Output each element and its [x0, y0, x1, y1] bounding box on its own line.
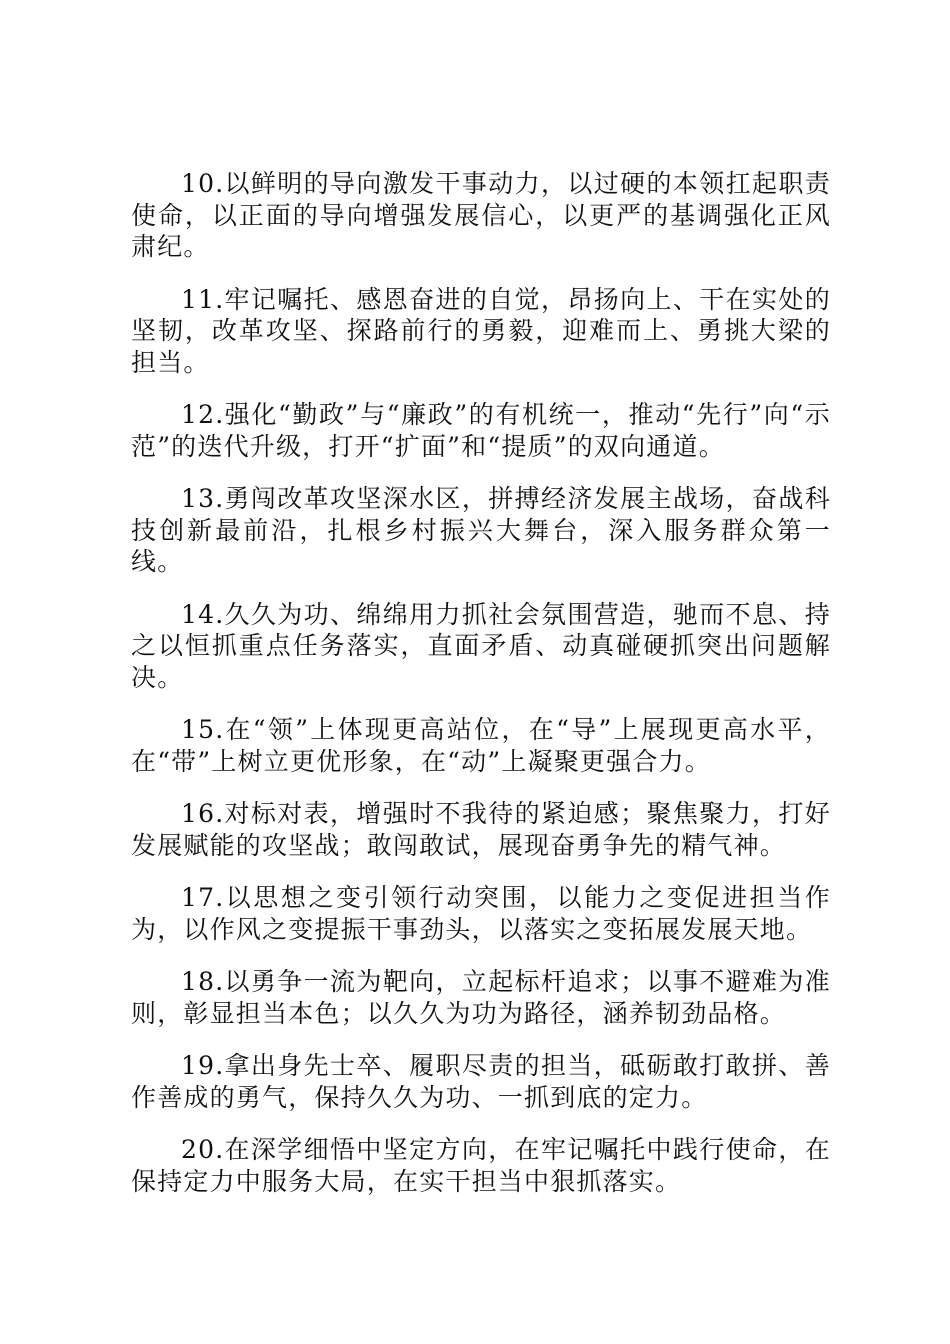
document-page	[131, 168, 831, 1218]
paragraph-13: 13.勇闯改革攻坚深水区，拼搏经济发展主战场，奋战科技创新最前沿，扎根乡村振兴大舞台，深入服务群众第一线。	[131, 484, 831, 576]
paragraph-12: 12.强化“勤政”与“廉政”的有机统一，推动“先行”向“示范”的迭代升级，打开“扩面”和“提质”的双向通道。	[131, 400, 831, 461]
paragraph-17: 17.以思想之变引领行动突围，以能力之变促进担当作为，以作风之变提振干事劲头，以落实之变拓展发展天地。	[131, 883, 831, 944]
paragraph-10: 10.以鲜明的导向激发干事动力，以过硬的本领扛起职责使命，以正面的导向增强发展信心，以更严的基调强化正风肃纪。	[131, 169, 831, 261]
paragraph-14: 14.久久为功、绵绵用力抓社会氛围营造，驰而不息、持之以恒抓重点任务落实，直面矛盾、动真碰硬抓突出问题解决。	[131, 599, 831, 692]
paragraph-15: 15.在“领”上体现更高站位，在“导”上展现更高水平，在“带”上树立更优形象，在“动”上凝聚更强合力。	[131, 715, 831, 776]
paragraph-20: 20.在深学细悟中坚定方向，在牢记嘱托中践行使命，在保持定力中服务大局，在实干担当中狠抓落实。	[131, 1135, 831, 1196]
paragraph-18: 18.以勇争一流为靶向，立起标杆追求；以事不避难为准则，彰显担当本色；以久久为功为路径，涵养韧劲品格。	[131, 967, 831, 1028]
paragraph-19: 19.拿出身先士卒、履职尽责的担当，砥砺敢打敢拼、善作善成的勇气，保持久久为功、一抓到底的定力。	[131, 1051, 831, 1112]
paragraph-16: 16.对标对表，增强时不我待的紧迫感；聚焦聚力，打好发展赋能的攻坚战；敢闯敢试，展现奋勇争先的精气神。	[131, 799, 831, 860]
paragraph-11: 11.牢记嘱托、感恩奋进的自觉，昂扬向上、干在实处的坚韧，改革攻坚、探路前行的勇毅，迎难而上、勇挑大梁的担当。	[131, 284, 831, 377]
